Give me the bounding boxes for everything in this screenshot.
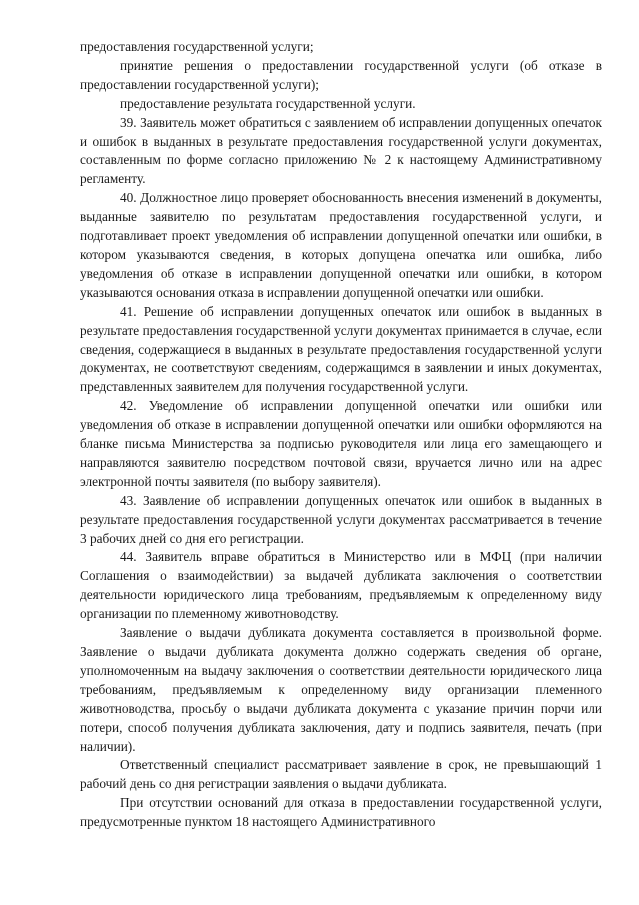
paragraph-42: 42. Уведомление об исправлении допущенной опечатки или ошибки или уведомления об отказе в исправлении допущенной опечатки или ошибки оформляются на бланке письма Министерства за подписью руководителя или лица его замещающего и направляются заявителю посредством почтовой связи, вручается лично или на адрес электронной почты заявителя (по выбору заявителя). (80, 398, 602, 489)
paragraph: Заявление о выдачи дубликата документа составляется в произвольной форме. Заявление о выдачи дубликата документа должно содержать сведения об органе, уполномоченным на выдачу заключения о соответствии деятельности юридического лица требованиям, предъявляемым к определенному виду организации племенного животноводства, просьбу о выдачи дубликата документа с указание причин порчи или потери, способ получения дубликата заключения, дату и подпись заявителя, печать (при наличии). (80, 625, 602, 754)
document-page (80, 38, 602, 832)
paragraph: предоставления государственной услуги; (80, 39, 314, 54)
paragraph: принятие решения о предоставлении государственной услуги (об отказе в предоставлении государственной услуги); (80, 57, 602, 92)
paragraph: Ответственный специалист рассматривает заявление в срок, не превышающий 1 рабочий день со дня регистрации заявления о выдачи дубликата. (80, 757, 602, 792)
paragraph-44: 44. Заявитель вправе обратиться в Министерство или в МФЦ (при наличии Соглашения о взаимодействии) за выдачей дубликата заключения о соответствии деятельности юридического лица требованиям, предъявляемым к определенному виду организации по племенному животноводству. (80, 549, 602, 622)
paragraph-40: 40. Должностное лицо проверяет обоснованность внесения изменений в документы, выданные заявителю по результатам предоставления государственной услуги, и подготавливает проект уведомления об исправлении допущенной опечатки или ошибки, в котором указываются сведения, в которых допущена опечатка или ошибка, либо уведомления об отказе в исправлении допущенной опечатки или ошибки, в котором указываются основания отказа в исправлении допущенной опечатки или ошибки. (80, 190, 602, 300)
paragraph: предоставление результата государственной услуги. (120, 95, 416, 111)
paragraph-39: 39. Заявитель может обратиться с заявлением об исправлении допущенных опечаток и ошибок в выданных в результате предоставления государственной услуги документах, составленным по форме согласно приложению № 2 к настоящему Административному регламенту. (80, 114, 602, 187)
paragraph: При отсутствии оснований для отказа в предоставлении государственной услуги, предусмотренные пунктом 18 настоящего Административного (80, 795, 602, 830)
paragraph-43: 43. Заявление об исправлении допущенных опечаток или ошибок в выданных в результате предоставления государственной услуги документах рассматривается в течение 3 рабочих дней со дня его регистрации. (80, 492, 602, 546)
paragraph-41: 41. Решение об исправлении допущенных опечаток или ошибок в выданных в результате предоставления государственной услуги документах принимается в случае, если сведения, содержащиеся в выданных в результате предоставления государственной услуги документах, не соответствуют сведениям, содержащимся в заявлении и иных документах, представленных заявителем для получения государственной услуги. (80, 303, 602, 395)
